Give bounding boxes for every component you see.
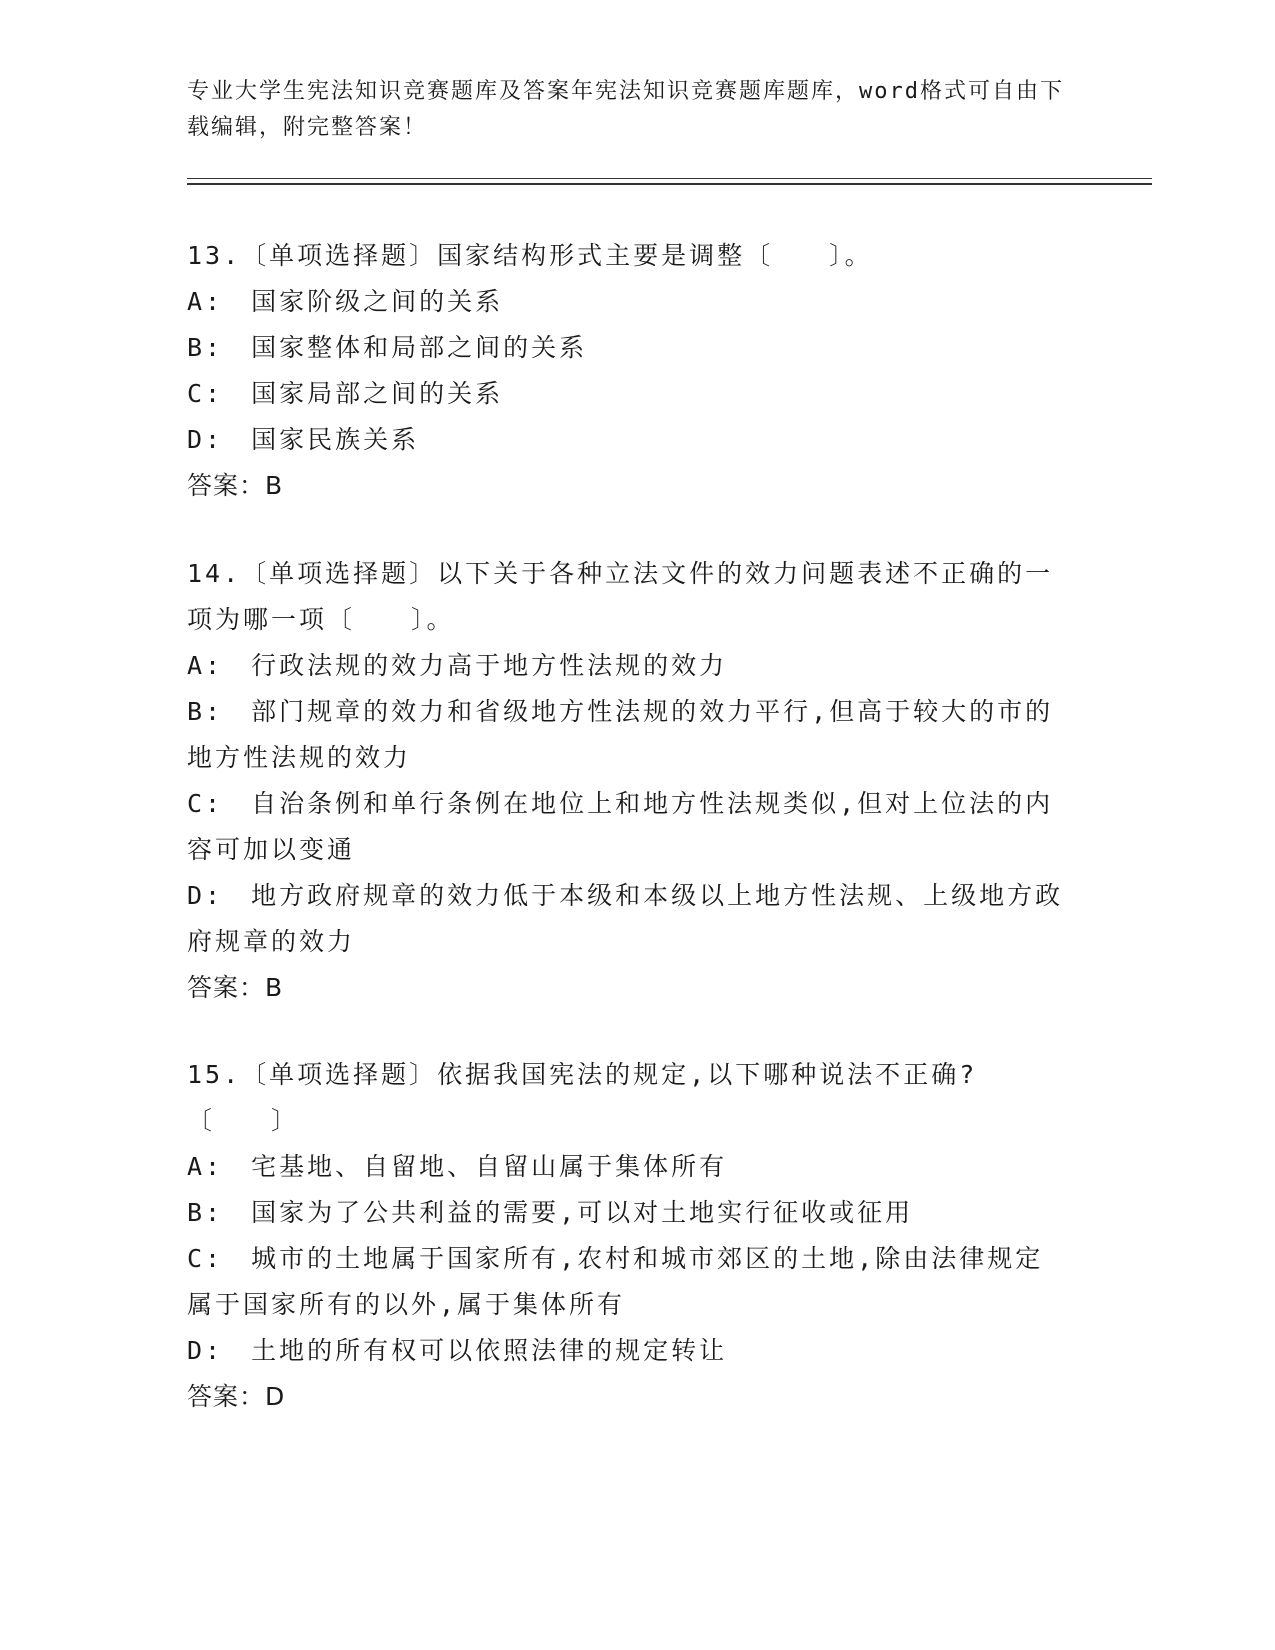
option-a: A: 宅基地、自留地、自留山属于集体所有 — [187, 1152, 728, 1181]
question-13 — [187, 233, 1067, 509]
option-d: D: 国家民族关系 — [187, 425, 420, 454]
option-b: B: 部门规章的效力和省级地方性法规的效力平行,但高于较大的市的地方性法规的效力 — [187, 697, 1054, 772]
header-text: 专业大学生宪法知识竞赛题库及答案年宪法知识竞赛题库题库，word格式可自由下载编辑，附完整答案！ — [187, 79, 1064, 140]
header-divider — [187, 178, 1152, 185]
question-14 — [187, 551, 1067, 1011]
question-stem: 14.〔单项选择题〕以下关于各种立法文件的效力问题表述不正确的一项为哪一项〔 〕。 — [187, 559, 1054, 634]
answer-text: 答案：B — [187, 973, 284, 1002]
question-15 — [187, 1052, 1067, 1420]
question-stem: 15.〔单项选择题〕依据我国宪法的规定,以下哪种说法不正确?〔 〕 — [187, 1060, 978, 1135]
option-d: D: 土地的所有权可以依照法律的规定转让 — [187, 1336, 728, 1365]
option-b: B: 国家为了公共利益的需要,可以对土地实行征收或征用 — [187, 1198, 914, 1227]
option-a: A: 国家阶级之间的关系 — [187, 287, 504, 316]
option-d: D: 地方政府规章的效力低于本级和本级以上地方性法规、上级地方政府规章的效力 — [187, 881, 1064, 956]
option-c: C: 城市的土地属于国家所有,农村和城市郊区的土地,除由法律规定属于国家所有的以外,属于集体所有 — [187, 1244, 1044, 1319]
answer-text: 答案：D — [187, 1382, 286, 1411]
option-b: B: 国家整体和局部之间的关系 — [187, 333, 588, 362]
question-stem: 13.〔单项选择题〕国家结构形式主要是调整〔 〕。 — [187, 241, 873, 270]
option-c: C: 国家局部之间的关系 — [187, 379, 504, 408]
answer-text: 答案：B — [187, 471, 284, 500]
option-c: C: 自治条例和单行条例在地位上和地方性法规类似,但对上位法的内容可加以变通 — [187, 789, 1054, 864]
option-a: A: 行政法规的效力高于地方性法规的效力 — [187, 651, 728, 680]
